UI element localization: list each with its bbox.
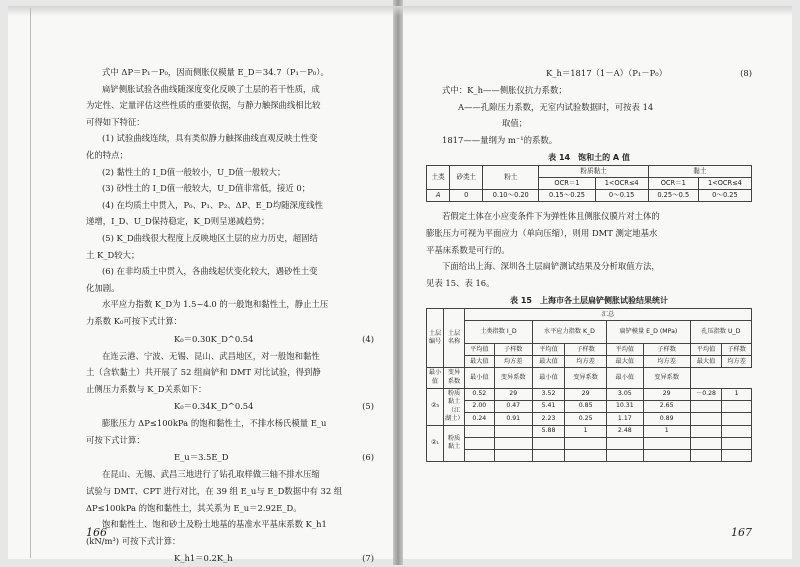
t15-cell xyxy=(607,449,644,461)
table-14 xyxy=(426,165,752,202)
left-text-line: 可得如下特征： xyxy=(86,116,145,127)
left-text-line: 膨胀压力 ΔP≤100kPa 的饱和黏性土，不排水杨氏模量 E_u xyxy=(102,418,327,429)
t15-cell xyxy=(690,449,722,461)
t15-subheader: 均方差 xyxy=(494,356,532,368)
eq6-number: (6) xyxy=(362,452,374,463)
where-line-3: 取值； xyxy=(502,118,528,129)
t15-cell xyxy=(565,449,607,461)
t15-cell: 5.88 xyxy=(532,425,564,437)
t14-sub-1: OCR＝1 xyxy=(539,178,595,190)
t15-subheader: 最小值 xyxy=(532,368,564,388)
left-text-line: 可按下式计算： xyxy=(86,434,145,445)
t15-cell xyxy=(690,413,722,425)
t15-cell: 3.05 xyxy=(607,388,644,400)
t15-subheader: 最大值 xyxy=(690,356,722,368)
left-text-line: ΔP≤100kPa 的饱和黏性土，其关系为 E_u＝2.92E_D。 xyxy=(86,502,302,513)
t15-subheader: 最小值 xyxy=(427,368,444,388)
right-page-number: 167 xyxy=(731,526,752,539)
para1-line-2: 膨胀压力可视为平面应力（单向压缩），则用 DMT 测定地基水 xyxy=(426,227,658,238)
t15-cell: 1 xyxy=(565,425,607,437)
t15-subheader: 均方差 xyxy=(565,356,607,368)
t15-cell: 2.23 xyxy=(532,413,564,425)
left-text-line: 水平应力指数 K_D为 1.5~4.0 的一般饱和黏性土，静止土压 xyxy=(102,299,329,310)
t15-layer-no: ②₃ xyxy=(427,388,444,425)
book-gutter xyxy=(393,0,403,565)
t15-group-ud: 孔压指数 U_D xyxy=(690,321,751,344)
t15-cell xyxy=(494,449,532,461)
equation-8-formula: K_h＝1817（1－A）（P₁－P₀） xyxy=(546,68,667,78)
left-text-line: 饱和黏性土、饱和砂土及粉土地基的基准水平基床系数 K_h1 xyxy=(102,519,327,530)
t15-cell: 10.31 xyxy=(607,400,644,412)
t15-cell: 29 xyxy=(494,388,532,400)
t15-subheader: 变异系数 xyxy=(565,368,607,388)
t15-cell xyxy=(494,425,532,437)
t15-cell xyxy=(494,437,532,449)
t15-cell xyxy=(643,437,690,449)
left-eq6 xyxy=(86,448,374,466)
t15-subheader: 变异系数 xyxy=(643,368,690,388)
t15-cell: 0.47 xyxy=(494,400,532,412)
table-14-caption: 表 14 饱和土的 A 值 xyxy=(548,153,630,163)
t15-header-summary: 汇总 xyxy=(465,309,752,321)
para1-line-1: 若假定土体在小应变条件下为弹性体且侧胀仪膜片对土体的 xyxy=(442,211,660,222)
t15-cell xyxy=(465,449,495,461)
left-text-line: 为定性、定量评估这些性质的重要依据，与静力触探曲线相比较 xyxy=(86,100,321,111)
equation-8 xyxy=(426,64,752,82)
t15-cell xyxy=(643,449,690,461)
t15-cell: 2.00 xyxy=(465,400,495,412)
t15-cell xyxy=(565,437,607,449)
t15-subheader: 均方差 xyxy=(643,356,690,368)
t14-row-label: A xyxy=(427,190,450,202)
t15-subheader: 平均值 xyxy=(532,344,564,356)
t15-cell: －0.28 xyxy=(690,388,722,400)
t14-cell: 0.25～0.5 xyxy=(648,190,698,202)
right-page xyxy=(400,6,792,559)
left-text-line: 式中 ΔP＝P₁－P₀，因而侧胀仪模量 E_D＝34.7（P₁－P₀）。 xyxy=(102,67,329,77)
t15-group-id: 土类指数 I_D xyxy=(465,321,533,344)
left-text-line: 试验与 DMT、CPT 进行对比，在 39 组 E_u与 E_D数据中有 32 组 xyxy=(86,486,343,497)
t15-cell: 2.65 xyxy=(643,400,690,412)
t15-subheader: 变异系数 xyxy=(494,368,532,388)
eq4-formula: K₀＝0.30K_D^0.54 xyxy=(174,333,254,344)
t15-subheader: 最大值 xyxy=(607,356,644,368)
left-text-line: 止侧压力系数与 K_D关系如下： xyxy=(86,383,207,394)
t15-cell: 2.48 xyxy=(607,425,644,437)
t14-cell: 0～0.25 xyxy=(698,190,751,202)
para2-line-2: 见表 15、表 16。 xyxy=(426,277,495,288)
eq5-number: (5) xyxy=(362,401,374,412)
binding-line xyxy=(30,8,31,558)
t15-subheader: 子样数 xyxy=(565,344,607,356)
t15-cell: 0.89 xyxy=(643,413,690,425)
t14-cell: 0 xyxy=(450,190,483,202)
t14-sub-4: 1<OCR≤4 xyxy=(698,178,751,190)
table-row xyxy=(427,388,752,400)
table-row xyxy=(427,437,752,449)
left-page xyxy=(8,6,396,564)
where-line-2: A——孔隙压力系数，无室内试验数据时，可按表 14 xyxy=(458,101,654,112)
t14-sub-3: OCR＝1 xyxy=(648,178,698,190)
t14-header-silt: 粉土 xyxy=(483,166,539,190)
page-top-shadow xyxy=(8,6,792,16)
t15-subheader: 平均值 xyxy=(465,344,495,356)
t15-cell: 1.17 xyxy=(607,413,644,425)
eq7-number: (7) xyxy=(362,553,374,564)
t15-subheader: 均方差 xyxy=(722,356,752,368)
left-text-line: (2) 黏性土的 I_D值一般较小，U_D值一般较大； xyxy=(102,166,286,177)
t15-cell xyxy=(690,437,722,449)
t15-layer-name: 粉质黏土 xyxy=(444,425,465,461)
t14-header-sand: 砂类土 xyxy=(450,166,483,190)
where-line-4: 1817——量纲为 m⁻¹的系数。 xyxy=(442,134,558,145)
t15-subheader: 最小值 xyxy=(607,368,644,388)
t15-cell: 1 xyxy=(722,388,752,400)
t15-subheader: 平均值 xyxy=(690,344,722,356)
left-text-line: 在连云港、宁波、无锡、昆山、武昌地区，对一般饱和黏性 xyxy=(102,350,320,361)
t15-header-layer-name: 土层名称 xyxy=(444,309,465,368)
t15-cell xyxy=(532,437,564,449)
para1-line-3: 平基床系数是可行的。 xyxy=(426,244,510,255)
t15-cell xyxy=(465,437,495,449)
table-row xyxy=(427,400,752,412)
t15-cell: 5.41 xyxy=(532,400,564,412)
t15-subheader: 子样数 xyxy=(643,344,690,356)
t15-group-ed: 扁铲模量 E_D (MPa) xyxy=(607,321,691,344)
eq7-formula: K_h1＝0.2K_h xyxy=(174,553,233,564)
t15-subheader: 最小值 xyxy=(465,368,495,388)
eq6-formula: E_u＝3.5E_D xyxy=(174,452,229,463)
t14-header-soil: 土类 xyxy=(427,166,450,190)
where-line-1: 式中：K_h——侧胀仪抗力系数； xyxy=(442,85,567,95)
t15-cell xyxy=(722,449,752,461)
left-eq7 xyxy=(86,549,374,567)
t15-cell xyxy=(722,413,752,425)
t15-cell xyxy=(690,425,722,437)
t15-subheader: 平均值 xyxy=(607,344,644,356)
table-row xyxy=(427,425,752,437)
t14-header-clay: 黏土 xyxy=(648,166,751,178)
left-text-line: (5) K_D曲线很大程度上反映地区土层的应力历史，超固结 xyxy=(102,232,318,243)
table-15 xyxy=(426,308,752,462)
eq5-formula: K₀＝0.34K_D^0.54 xyxy=(174,401,254,412)
table-row xyxy=(427,449,752,461)
t15-cell xyxy=(722,400,752,412)
t15-subheader: 最大值 xyxy=(532,356,564,368)
t15-cell: 0.24 xyxy=(465,413,495,425)
t15-group-kd: 水平应力指数 K_D xyxy=(532,321,606,344)
left-text-line: 土（含软黏土）共开展了 52 组扁铲和 DMT 对比试验，得到静 xyxy=(86,367,321,378)
t15-cell: 1 xyxy=(643,425,690,437)
t15-cell xyxy=(690,400,722,412)
left-text-line: 扁铲侧胀试验各曲线随深度变化反映了土层的若干性质，成 xyxy=(102,83,320,94)
t14-header-silty-clay: 粉质黏土 xyxy=(539,166,648,178)
t15-subheader: 子样数 xyxy=(722,344,752,356)
left-eq5 xyxy=(86,397,374,415)
left-text-line: 在昆山、无锡、武昌三地进行了钻孔取样做三轴不排水压缩 xyxy=(102,469,320,480)
t15-subheader: 子样数 xyxy=(494,344,532,356)
left-text-line: (1) 试验曲线连续，具有类似静力触探曲线直观反映土性变 xyxy=(102,133,318,144)
left-text-line: (4) 在均质土中贯入，P₀、P₁、P₂、ΔP、E_D均随深度线性 xyxy=(102,199,323,210)
t15-cell: 29 xyxy=(565,388,607,400)
t15-layer-name: 粉质黏土（江湖土） xyxy=(444,388,465,425)
t15-cell xyxy=(465,425,495,437)
left-text-line: 力系数 K₀可按下式计算： xyxy=(86,315,183,326)
t15-cell xyxy=(722,437,752,449)
left-text-line: (3) 砂性土的 I_D值一般较大，U_D值非常低，接近 0； xyxy=(102,183,311,194)
left-eq4 xyxy=(86,330,374,348)
eq4-number: (4) xyxy=(362,333,374,344)
t14-sub-2: 1<OCR≤4 xyxy=(595,178,648,190)
t15-cell: 29 xyxy=(643,388,690,400)
t15-cell xyxy=(607,437,644,449)
t15-cell: 3.52 xyxy=(532,388,564,400)
equation-8-number: (8) xyxy=(740,68,752,78)
t15-cell xyxy=(722,425,752,437)
left-text-line: 递增，I_D、U_D保持稳定，K_D则呈递减趋势； xyxy=(86,216,270,227)
t15-subheader: 最大值 xyxy=(465,356,495,368)
t15-cell: 0.91 xyxy=(494,413,532,425)
t15-subheader: 变异系数 xyxy=(444,368,465,388)
table-15-caption: 表 15 上海市各土层扁铲侧胀试验结果统计 xyxy=(510,296,668,306)
left-text-line: 化加剧。 xyxy=(86,282,120,293)
t15-layer-no: ②₁ xyxy=(427,425,444,461)
t15-cell: 0.52 xyxy=(465,388,495,400)
left-text-line: (6) 在非均质土中贯入，各曲线起伏变化较大，遇砂性土变 xyxy=(102,266,318,277)
t14-cell: 0.10～0.20 xyxy=(483,190,539,202)
left-text-line: 化的特点； xyxy=(86,149,128,160)
table-row xyxy=(427,413,752,425)
t14-cell: 0～0.15 xyxy=(595,190,648,202)
para2-line-1: 下面给出上海、深圳各土层扁铲测试结果及分析取值方法， xyxy=(442,261,660,272)
t15-cell: 0.25 xyxy=(565,413,607,425)
left-page-number: 166 xyxy=(86,526,107,539)
t15-cell: 0.85 xyxy=(565,400,607,412)
left-page-text xyxy=(86,64,374,567)
t14-cell: 0.15～0.25 xyxy=(539,190,595,202)
t15-header-layer-no: 土层编号 xyxy=(427,309,444,368)
left-text-line: (kN/m³) 可按下式计算： xyxy=(86,535,181,546)
t15-cell xyxy=(532,449,564,461)
left-text-line: 土 K_D较大； xyxy=(86,249,140,260)
